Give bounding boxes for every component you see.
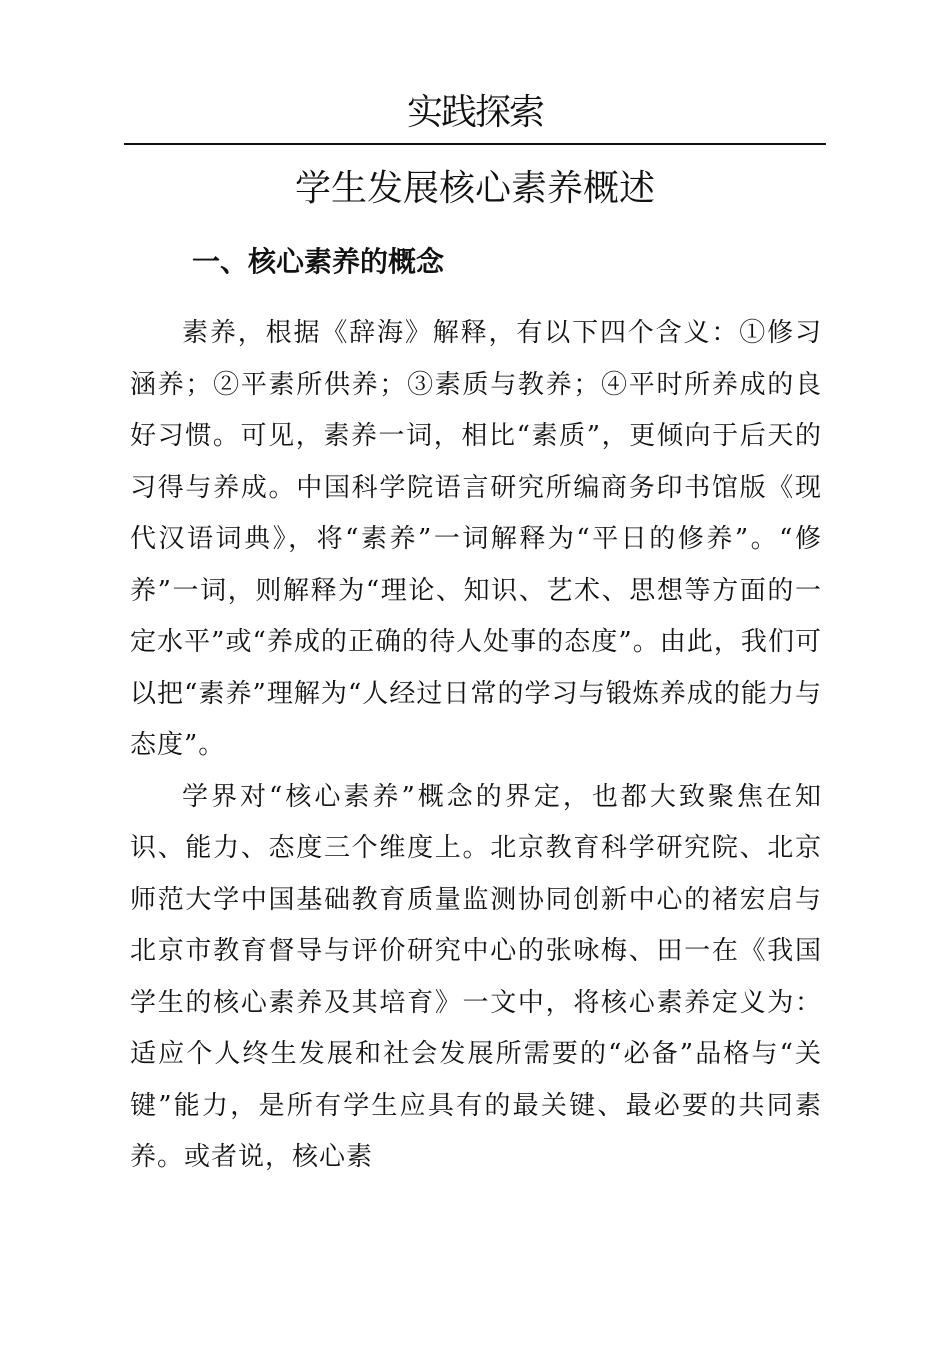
header-divider: [124, 143, 826, 145]
body-text: [130, 308, 822, 1184]
document-title: 学生发展核心素养概述: [294, 168, 655, 209]
paragraph-2: 学界对“核心素养”概念的界定，也都大致聚焦在知识、能力、态度三个维度上。北京教育科学研究院、北京师范大学中国基础教育质量监测协同创新中心的褚宏启与北京市教育督导与评价研究中心的张咏梅、田一在《我国学生的核心素养及其培育》一文中，将核心素养定义为：适应个人终生发展和社会发展所需要的“必备”品格与“关键”能力，是所有学生应具有的最关键、最必要的共同素养。或者说，核心素: [130, 781, 822, 1172]
paragraph-1: 素养，根据《辞海》解释，有以下四个含义：①修习涵养；②平素所供养；③素质与教养；④平时所养成的良好习惯。可见，素养一词，相比“素质”，更倾向于后天的习得与养成。中国科学院语言研究所编商务印书馆版《现代汉语词典》，将“素养”一词解释为“平日的修养”。“修养”一词，则解释为“理论、知识、艺术、思想等方面的一定水平”或“养成的正确的待人处事的态度”。由此，我们可以把“素养”理解为“人经过日常的学习与锻炼养成的能力与态度”。: [130, 318, 822, 760]
section-heading: 一、核心素养的概念: [192, 245, 445, 278]
running-header-title: 实践探索: [406, 92, 543, 133]
